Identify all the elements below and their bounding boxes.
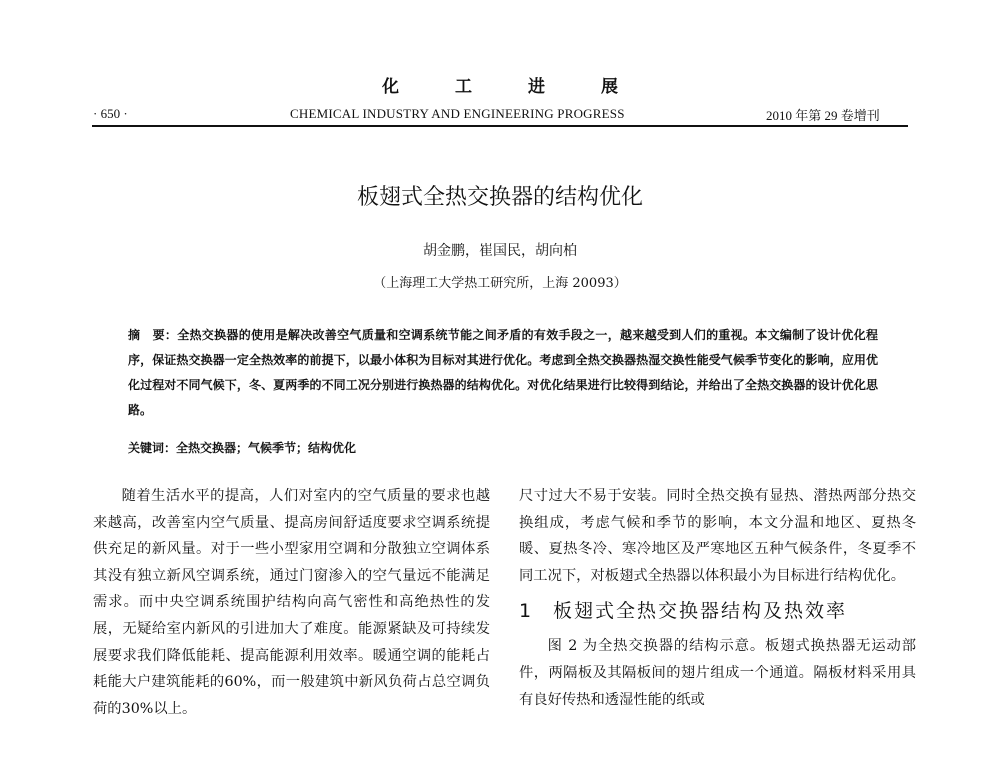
section-heading [519, 597, 916, 625]
journal-name-cn: 化工进展 [382, 77, 674, 97]
article-affiliation: （上海理工大学热工研究所，上海 20093） [373, 276, 627, 291]
article-title: 板翅式全热交换器的结构优化 [356, 185, 643, 210]
issue-info: 2010 年第 29 卷增刊 [766, 108, 880, 123]
article-authors: 胡金鹏，崔国民，胡向柏 [423, 243, 577, 259]
abstract-label: 摘 要： [128, 328, 178, 342]
page-number: · 650 · [93, 106, 128, 121]
keywords-text: 全热交换器；气候季节；结构优化 [176, 441, 357, 455]
journal-name-en: CHEMICAL INDUSTRY AND ENGINEERING PROGRESS [290, 106, 625, 121]
header-rule [92, 125, 908, 127]
keywords-label: 关键词： [128, 441, 177, 455]
body-paragraph: 随着生活水平的提高，人们对室内的空气质量的要求也越来越高，改善室内空气质量、提高房间舒适度要求空调系统提供充足的新风量。对于一些小型家用空调和分散独立空调体系其没有独立新风空调系统，通过门窗渗入的空气量远不能满足需求。而中央空调系统围护结构向高气密性和高绝热性的发展，无疑给室内新风的引进加大了难度。能源紧缺及可持续发展要求我们降低能耗、提高能源利用效率。暖通空调的能耗占耗能大户建筑能耗的60%，而一般建筑中新风负荷占总空调负荷的30%以上。 [93, 488, 490, 717]
abstract-text: 全热交换器的使用是解决改善空气质量和空调系统节能之间矛盾的有效手段之一，越来越受到人们的重视。本文编制了设计优化程序，保证热交换器一定全热效率的前提下，以最小体积为目标对其进行优化。考虑到全热交换器热湿交换性能受气候季节变化的影响，应用优化过程对不同气候下，冬、夏两季的不同工况分别进行换热器的结构优化。对优化结果进行比较得到结论，并给出了全热交换器的设计优化思路。 [128, 328, 878, 417]
body-paragraph: 尺寸过大不易于安装。同时全热交换有显热、潜热两部分热交换组成，考虑气候和季节的影响，本文分温和地区、夏热冬暖、夏热冬冷、寒冷地区及严寒地区五种气候条件，冬夏季不同工况下，对板翅式全热器以体积最小为目标进行结构优化。 [519, 488, 916, 584]
abstract [128, 323, 878, 423]
body-column-left [93, 483, 490, 722]
section-title: 板翅式全热交换器结构及热效率 [553, 600, 848, 623]
keywords [128, 439, 878, 456]
body-column-right [519, 483, 916, 713]
body-paragraph: 图 2 为全热交换器的结构示意。板翅式换热器无运动部件，两隔板及其隔板间的翅片组成一个通道。隔板材料采用具有良好传热和透湿性能的纸或 [519, 638, 916, 708]
section-number: 1 [519, 600, 534, 623]
